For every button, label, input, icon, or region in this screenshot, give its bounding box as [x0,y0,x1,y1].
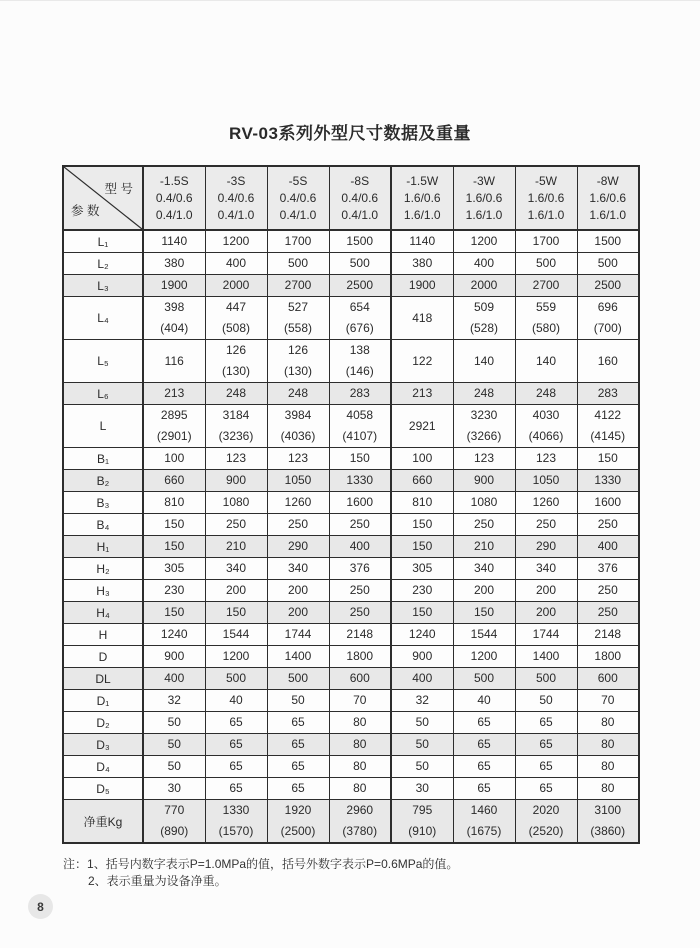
table-row [63,230,639,253]
value-cell: 290 [515,536,577,558]
param-label: L₆ [63,383,143,405]
value-cell: 1600 [577,492,639,514]
value-cell: 40 [205,690,267,712]
value-cell: 696 (700) [577,297,639,340]
value-cell: 250 [329,580,391,602]
value-cell: 500 [329,253,391,275]
value-cell: 250 [515,514,577,536]
value-cell: 80 [577,756,639,778]
value-cell: 213 [143,383,205,405]
table-row [63,624,639,646]
value-cell: 65 [205,778,267,800]
value-cell: 200 [267,580,329,602]
table-row [63,536,639,558]
param-label: H₄ [63,602,143,624]
value-cell: 248 [205,383,267,405]
value-cell: 138 (146) [329,340,391,383]
value-cell: 65 [453,734,515,756]
value-cell: 400 [453,253,515,275]
value-cell: 1140 [391,230,453,253]
value-cell: 40 [453,690,515,712]
value-cell: 80 [329,778,391,800]
value-cell: 900 [143,646,205,668]
value-cell: 160 [577,340,639,383]
value-cell: 600 [329,668,391,690]
param-label: B₁ [63,448,143,470]
value-cell: 900 [391,646,453,668]
value-cell: 500 [267,668,329,690]
value-cell: 65 [515,734,577,756]
value-cell: 1400 [515,646,577,668]
value-cell: 500 [453,668,515,690]
value-cell: 65 [453,778,515,800]
value-cell: 795 (910) [391,800,453,844]
value-cell: 65 [205,756,267,778]
header-row [63,166,639,230]
param-label: L₄ [63,297,143,340]
notes [63,856,458,890]
value-cell: 400 [577,536,639,558]
value-cell: 305 [143,558,205,580]
value-cell: 123 [515,448,577,470]
value-cell: 80 [329,712,391,734]
table-row [63,558,639,580]
value-cell: 123 [453,448,515,470]
table-row [63,340,639,383]
value-cell: 600 [577,668,639,690]
value-cell: 500 [515,668,577,690]
value-cell: 123 [205,448,267,470]
value-cell: 376 [577,558,639,580]
note-line-2 [88,873,458,890]
value-cell: 200 [205,580,267,602]
value-cell: 50 [391,756,453,778]
value-cell: 447 (508) [205,297,267,340]
value-cell: 65 [453,756,515,778]
param-label: L₃ [63,275,143,297]
value-cell: 2500 [577,275,639,297]
value-cell: 1080 [205,492,267,514]
param-label: L₁ [63,230,143,253]
value-cell: 150 [391,602,453,624]
value-cell: 2921 [391,405,453,448]
table-row [63,297,639,340]
model-header: -1.5W 1.6/0.6 1.6/1.0 [391,166,453,230]
corner-model-label: 型 号 [104,182,133,196]
note-prefix: 注： [63,857,88,871]
value-cell: 65 [267,756,329,778]
value-cell: 126 (130) [267,340,329,383]
value-cell: 305 [391,558,453,580]
table-row [63,734,639,756]
value-cell: 654 (676) [329,297,391,340]
value-cell: 250 [577,580,639,602]
value-cell: 65 [515,756,577,778]
param-label: B₃ [63,492,143,514]
table-row [63,580,639,602]
table-row [63,778,639,800]
corner-param-label: 参 数 [71,204,100,218]
model-header: -8S 0.4/0.6 0.4/1.0 [329,166,391,230]
value-cell: 1800 [329,646,391,668]
value-cell: 150 [143,514,205,536]
param-label: L₅ [63,340,143,383]
value-cell: 1330 [577,470,639,492]
value-cell: 210 [453,536,515,558]
value-cell: 250 [453,514,515,536]
value-cell: 3984 (4036) [267,405,329,448]
param-label: B₄ [63,514,143,536]
value-cell: 248 [453,383,515,405]
value-cell: 1920 (2500) [267,800,329,844]
value-cell: 810 [391,492,453,514]
value-cell: 2148 [577,624,639,646]
value-cell: 1140 [143,230,205,253]
value-cell: 150 [391,536,453,558]
value-cell: 1260 [515,492,577,514]
param-label: D₃ [63,734,143,756]
value-cell: 150 [143,602,205,624]
value-cell: 340 [453,558,515,580]
value-cell: 1744 [267,624,329,646]
value-cell: 290 [267,536,329,558]
table-row [63,800,639,844]
value-cell: 250 [205,514,267,536]
param-label: D [63,646,143,668]
value-cell: 150 [329,448,391,470]
value-cell: 400 [391,668,453,690]
model-header: -3S 0.4/0.6 0.4/1.0 [205,166,267,230]
value-cell: 150 [577,448,639,470]
value-cell: 80 [577,734,639,756]
value-cell: 1900 [391,275,453,297]
corner-cell [63,166,143,230]
value-cell: 2148 [329,624,391,646]
table-row [63,756,639,778]
value-cell: 770 (890) [143,800,205,844]
model-header: -5W 1.6/0.6 1.6/1.0 [515,166,577,230]
value-cell: 2700 [267,275,329,297]
value-cell: 123 [267,448,329,470]
value-cell: 80 [577,712,639,734]
value-cell: 527 (558) [267,297,329,340]
table-row [63,448,639,470]
value-cell: 80 [577,778,639,800]
param-label: H [63,624,143,646]
value-cell: 1200 [205,646,267,668]
value-cell: 1400 [267,646,329,668]
value-cell: 559 (580) [515,297,577,340]
value-cell: 230 [143,580,205,602]
table-row [63,712,639,734]
value-cell: 2895 (2901) [143,405,205,448]
value-cell: 200 [267,602,329,624]
table-row [63,383,639,405]
value-cell: 400 [329,536,391,558]
value-cell: 50 [143,734,205,756]
value-cell: 150 [453,602,515,624]
value-cell: 65 [515,712,577,734]
value-cell: 398 (404) [143,297,205,340]
param-label: L [63,405,143,448]
diagonal-divider-line [64,167,142,229]
table-row [63,646,639,668]
value-cell: 80 [329,734,391,756]
value-cell: 200 [453,580,515,602]
value-cell: 248 [515,383,577,405]
value-cell: 32 [391,690,453,712]
value-cell: 1050 [515,470,577,492]
param-label: D₂ [63,712,143,734]
value-cell: 2700 [515,275,577,297]
param-label: B₂ [63,470,143,492]
spec-table [62,165,640,844]
value-cell: 250 [577,602,639,624]
table-row [63,690,639,712]
value-cell: 50 [391,712,453,734]
value-cell: 1330 (1570) [205,800,267,844]
table-row [63,405,639,448]
param-label: 净重Kg [63,800,143,844]
value-cell: 50 [143,756,205,778]
note-text-2: 2、表示重量为设备净重。 [88,874,227,888]
value-cell: 1600 [329,492,391,514]
value-cell: 116 [143,340,205,383]
value-cell: 500 [577,253,639,275]
value-cell: 65 [205,734,267,756]
value-cell: 1900 [143,275,205,297]
value-cell: 2000 [205,275,267,297]
value-cell: 50 [267,690,329,712]
value-cell: 1744 [515,624,577,646]
value-cell: 810 [143,492,205,514]
value-cell: 210 [205,536,267,558]
param-label: D₁ [63,690,143,712]
value-cell: 1460 (1675) [453,800,515,844]
value-cell: 500 [267,253,329,275]
param-label: L₂ [63,253,143,275]
value-cell: 1544 [453,624,515,646]
value-cell: 1200 [453,646,515,668]
value-cell: 2500 [329,275,391,297]
value-cell: 65 [453,712,515,734]
table-row [63,275,639,297]
value-cell: 509 (528) [453,297,515,340]
value-cell: 376 [329,558,391,580]
value-cell: 250 [577,514,639,536]
value-cell: 65 [205,712,267,734]
value-cell: 50 [391,734,453,756]
value-cell: 248 [267,383,329,405]
value-cell: 380 [391,253,453,275]
value-cell: 4058 (4107) [329,405,391,448]
value-cell: 50 [143,712,205,734]
value-cell: 1700 [267,230,329,253]
note-text-1: 1、括号内数字表示P=1.0MPa的值，括号外数字表示P=0.6MPa的值。 [87,857,459,871]
value-cell: 3184 (3236) [205,405,267,448]
value-cell: 65 [515,778,577,800]
value-cell: 340 [205,558,267,580]
value-cell: 126 (130) [205,340,267,383]
model-header: -3W 1.6/0.6 1.6/1.0 [453,166,515,230]
table-row [63,514,639,536]
value-cell: 200 [515,580,577,602]
value-cell: 65 [267,734,329,756]
value-cell: 380 [143,253,205,275]
param-label: H₁ [63,536,143,558]
param-label: D₄ [63,756,143,778]
page-number-badge: 8 [28,894,53,919]
value-cell: 32 [143,690,205,712]
model-header: -8W 1.6/0.6 1.6/1.0 [577,166,639,230]
value-cell: 340 [515,558,577,580]
value-cell: 418 [391,297,453,340]
table-row [63,492,639,514]
value-cell: 1240 [143,624,205,646]
value-cell: 1544 [205,624,267,646]
value-cell: 140 [515,340,577,383]
value-cell: 1500 [329,230,391,253]
value-cell: 2960 (3780) [329,800,391,844]
value-cell: 1080 [453,492,515,514]
value-cell: 30 [143,778,205,800]
value-cell: 200 [515,602,577,624]
table-row [63,602,639,624]
value-cell: 250 [267,514,329,536]
model-header: -5S 0.4/0.6 0.4/1.0 [267,166,329,230]
table-row [63,668,639,690]
value-cell: 140 [453,340,515,383]
table-row [63,253,639,275]
value-cell: 150 [205,602,267,624]
value-cell: 1200 [453,230,515,253]
value-cell: 1700 [515,230,577,253]
value-cell: 150 [391,514,453,536]
value-cell: 250 [329,514,391,536]
value-cell: 70 [577,690,639,712]
table-row [63,470,639,492]
value-cell: 2020 (2520) [515,800,577,844]
value-cell: 1200 [205,230,267,253]
value-cell: 230 [391,580,453,602]
value-cell: 900 [205,470,267,492]
value-cell: 1800 [577,646,639,668]
value-cell: 250 [329,602,391,624]
value-cell: 80 [329,756,391,778]
value-cell: 3100 (3860) [577,800,639,844]
page-title: RV-03系列外型尺寸数据及重量 [229,124,471,143]
value-cell: 1240 [391,624,453,646]
value-cell: 1500 [577,230,639,253]
value-cell: 2000 [453,275,515,297]
value-cell: 1260 [267,492,329,514]
value-cell: 213 [391,383,453,405]
value-cell: 660 [143,470,205,492]
value-cell: 3230 (3266) [453,405,515,448]
value-cell: 283 [329,383,391,405]
value-cell: 50 [515,690,577,712]
param-label: H₃ [63,580,143,602]
param-label: DL [63,668,143,690]
value-cell: 100 [143,448,205,470]
value-cell: 500 [515,253,577,275]
value-cell: 30 [391,778,453,800]
value-cell: 500 [205,668,267,690]
value-cell: 4030 (4066) [515,405,577,448]
param-label: D₅ [63,778,143,800]
value-cell: 150 [143,536,205,558]
param-label: H₂ [63,558,143,580]
value-cell: 400 [143,668,205,690]
value-cell: 400 [205,253,267,275]
value-cell: 900 [453,470,515,492]
value-cell: 70 [329,690,391,712]
model-header: -1.5S 0.4/0.6 0.4/1.0 [143,166,205,230]
value-cell: 283 [577,383,639,405]
value-cell: 65 [267,778,329,800]
value-cell: 4122 (4145) [577,405,639,448]
value-cell: 660 [391,470,453,492]
value-cell: 1050 [267,470,329,492]
value-cell: 100 [391,448,453,470]
note-line-1 [63,856,458,873]
value-cell: 1330 [329,470,391,492]
value-cell: 65 [267,712,329,734]
value-cell: 122 [391,340,453,383]
value-cell: 340 [267,558,329,580]
